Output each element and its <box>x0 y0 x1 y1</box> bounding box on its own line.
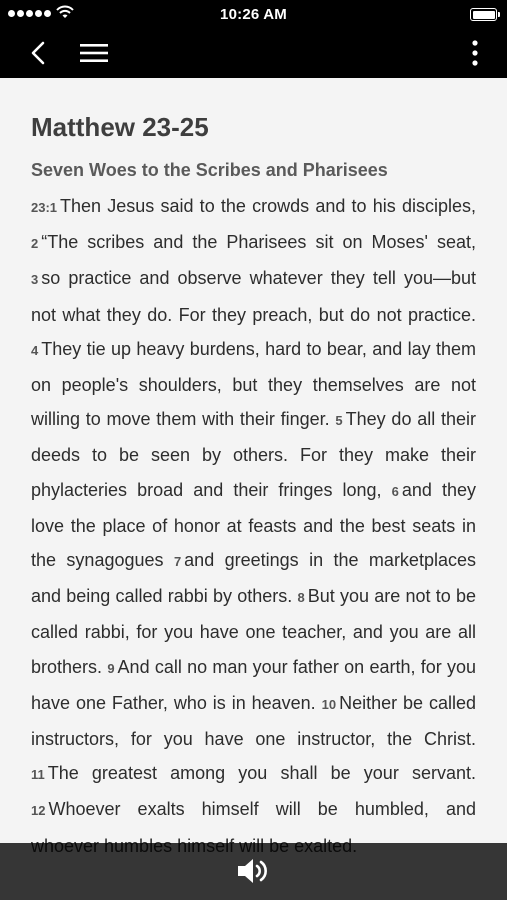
back-chevron-icon <box>31 41 45 65</box>
menu-button[interactable] <box>74 28 114 78</box>
verse-text: Then Jesus said to the crowds and to his disciples, <box>60 196 476 216</box>
verse <box>31 268 476 324</box>
verse-text: and they love the place of honor at feasts and the best seats in the synagogues <box>31 479 476 571</box>
play-audio-button[interactable] <box>235 854 271 888</box>
verse-text: “The scribes and the Pharisees sit on Moses' seat, <box>41 232 476 253</box>
verse-number: 4 <box>31 342 39 358</box>
reading-pane[interactable] <box>0 78 507 900</box>
verse <box>31 763 476 783</box>
status-bar <box>0 0 507 28</box>
verse-text: But you are not to be called rabbi, for you have one teacher, and you are all brothers. <box>31 586 476 677</box>
section-heading: Seven Woes to the Scribes and Pharisees <box>31 160 388 180</box>
chapter-title: Matthew 23-25 <box>31 112 209 142</box>
verse <box>31 196 476 216</box>
verse-number: 6 <box>391 483 399 499</box>
speaker-volume-icon <box>236 856 270 886</box>
verse-number: 23:1 <box>31 200 58 215</box>
verse-text: The greatest among you shall be your servant. <box>47 763 476 784</box>
verse-number: 11 <box>31 767 45 783</box>
more-options-button[interactable] <box>465 28 485 78</box>
more-vertical-icon <box>472 40 478 66</box>
verse-text: They tie up heavy burdens, hard to bear, and lay them on people's shoulders, but they themselves are not willing to move them with their finger. <box>31 338 476 430</box>
status-time: 10:26 AM <box>220 6 287 23</box>
verse-number: 2 <box>31 236 39 252</box>
verse-text: and greetings in the marketplaces and being called rabbi by others. <box>31 550 476 607</box>
battery-icon <box>470 8 497 21</box>
verse-number: 10 <box>321 696 337 712</box>
audio-bar <box>0 843 507 900</box>
hamburger-menu-icon <box>80 43 108 63</box>
verse-text: Neither be called instructors, for you have one instructor, the Christ. <box>31 692 476 750</box>
verse-number: 8 <box>297 590 305 606</box>
verse-number: 5 <box>335 413 343 429</box>
verse <box>31 232 476 252</box>
verse-text: And call no man your father on earth, for you have one Father, who is in heaven. <box>31 656 476 713</box>
verse-number: 3 <box>31 272 39 288</box>
verse-number: 7 <box>173 554 182 570</box>
verse-number: 9 <box>107 660 115 676</box>
verse-text: They do all their deeds to be seen by others. For they make their phylacteries broad and their fringes long, <box>31 409 476 500</box>
verse-number: 12 <box>31 803 46 819</box>
verse-text: Whoever exalts himself will be humbled, and <box>48 799 476 820</box>
verse-text: so practice and observe whatever they tell you—but not what they do. For they preach, but do not practice. <box>31 268 476 325</box>
back-button[interactable] <box>20 28 56 78</box>
passage-text <box>31 189 476 863</box>
nav-bar <box>0 28 507 78</box>
